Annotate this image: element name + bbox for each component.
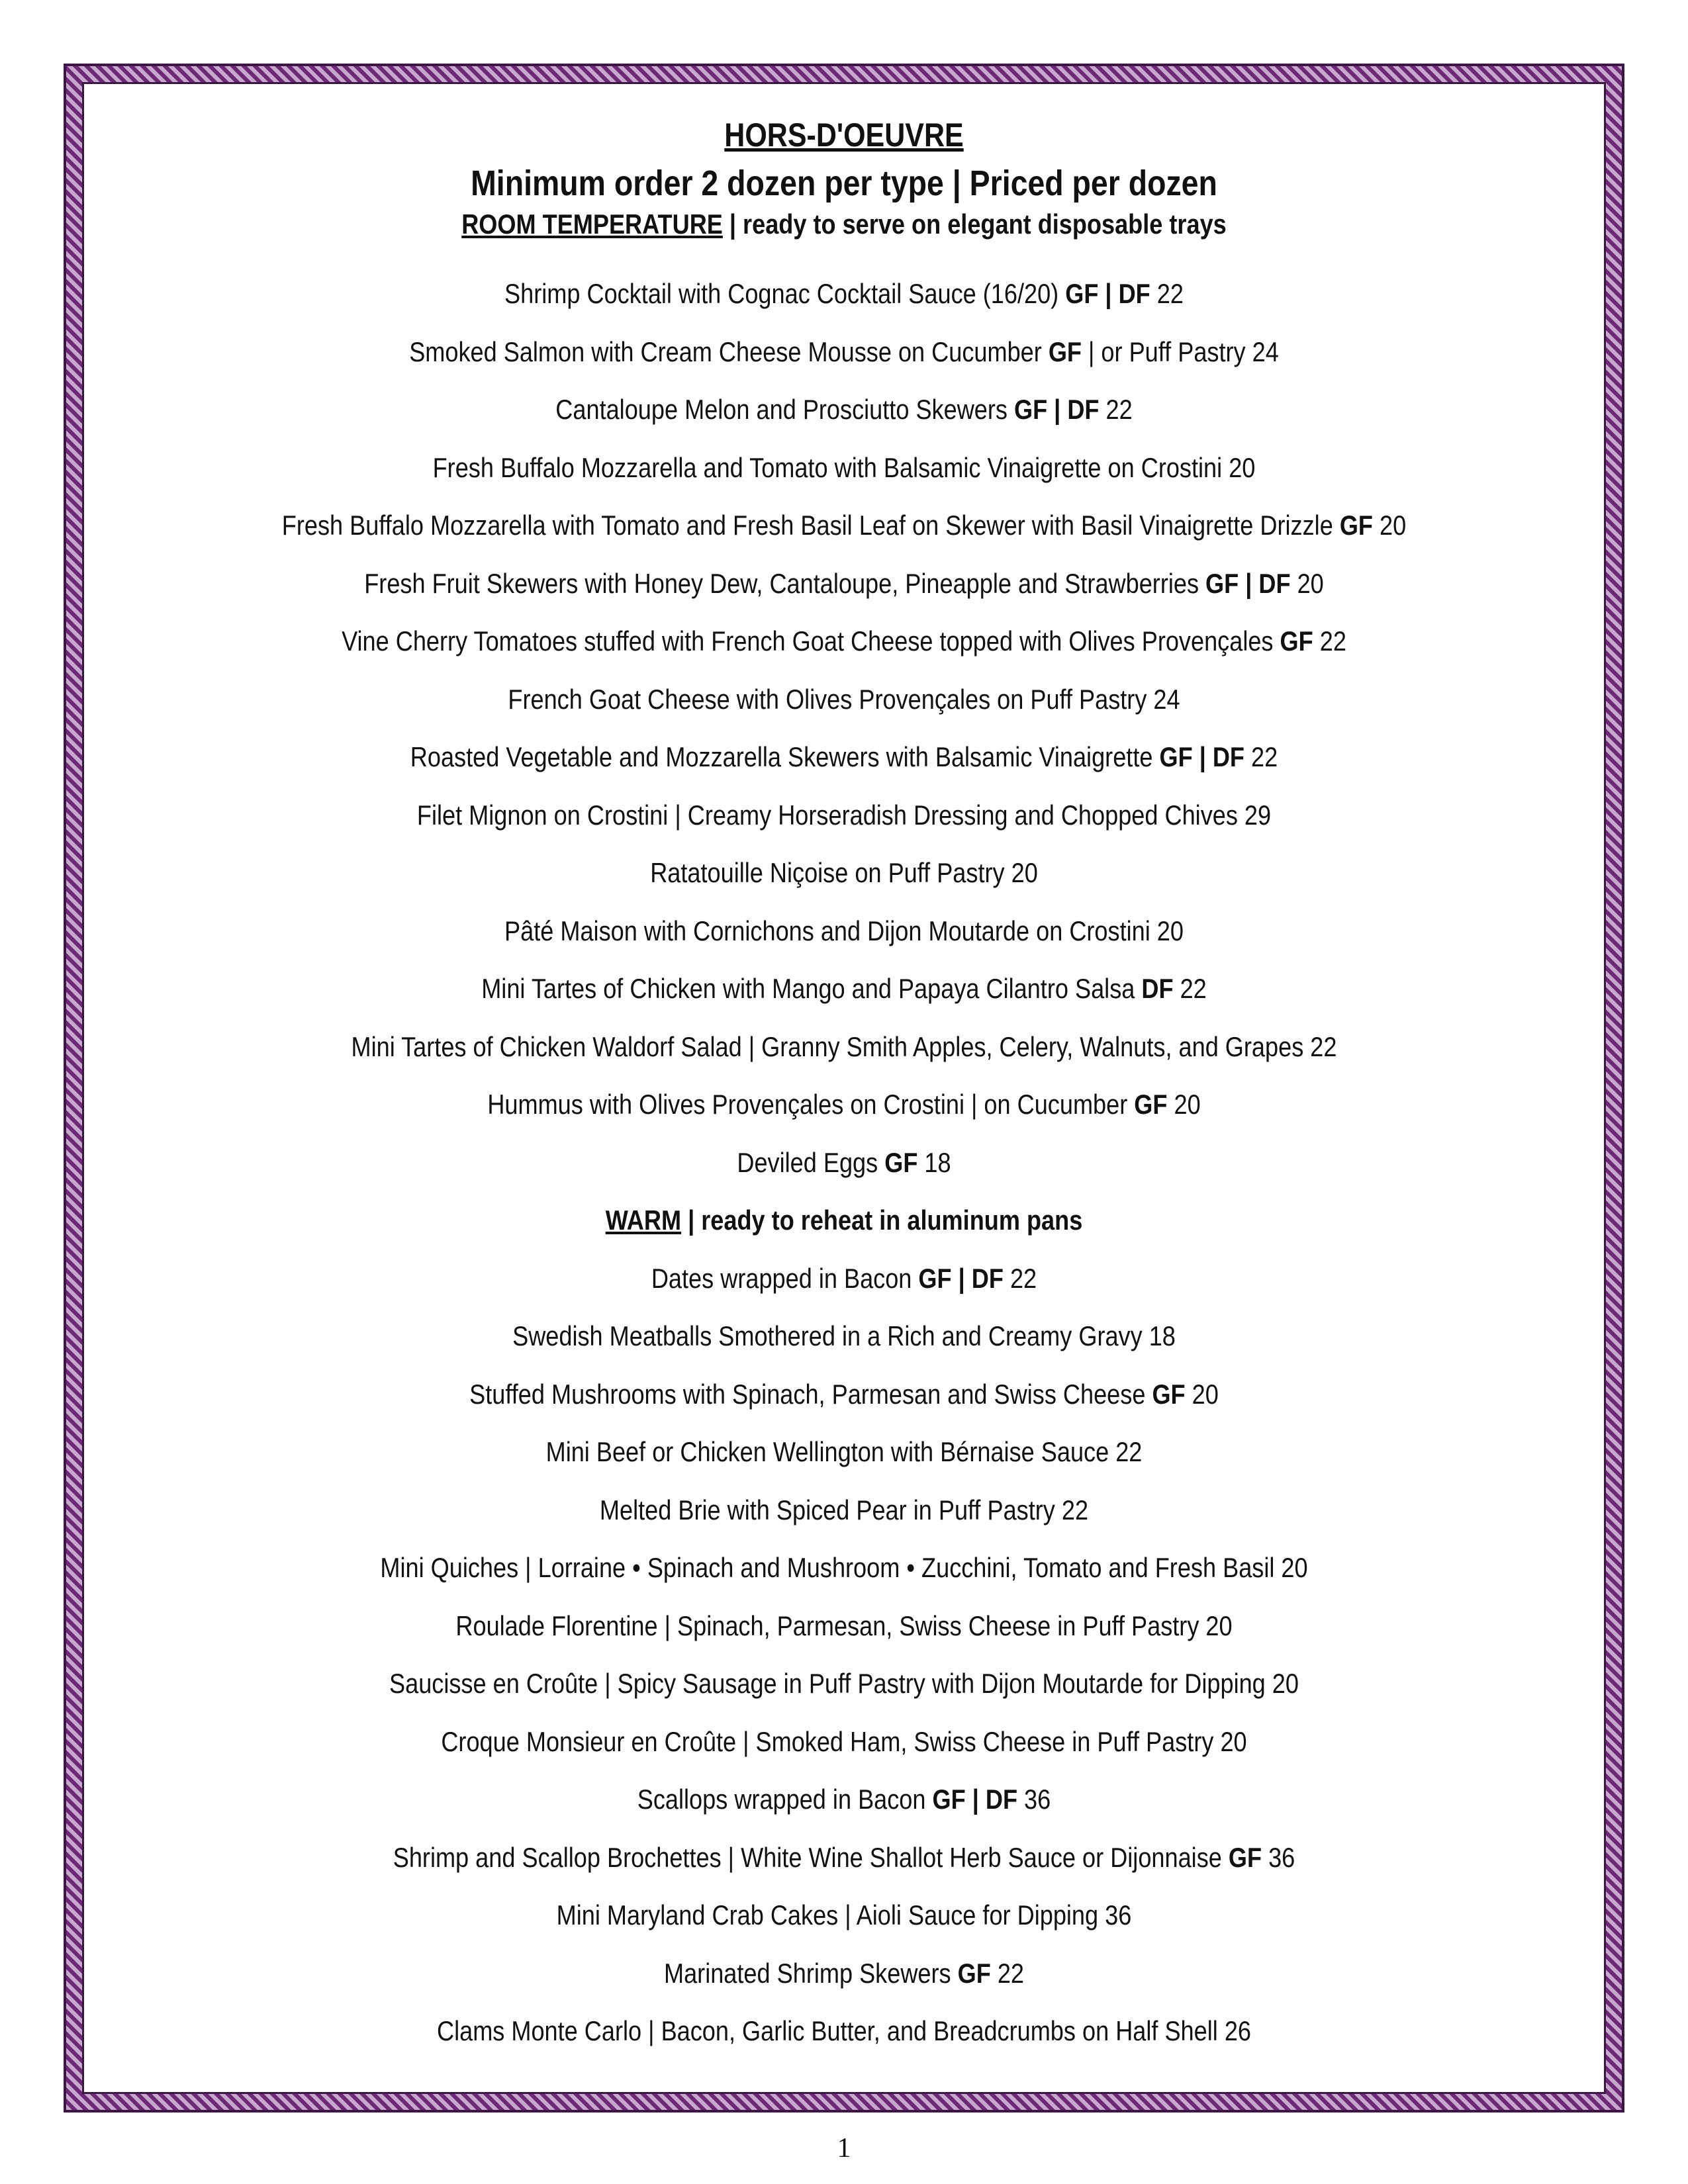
menu-item: Dates wrapped in Bacon GF | DF 22 — [651, 1262, 1037, 1294]
menu-item: Scallops wrapped in Bacon GF | DF 36 — [637, 1784, 1051, 1815]
order-subtitle: Minimum order 2 dozen per type | Priced per dozen — [471, 163, 1217, 203]
menu-item: Pâté Maison with Cornichons and Dijon Moutarde on Crostini 20 — [504, 915, 1184, 946]
menu-item: Mini Beef or Chicken Wellington with Bérnaise Sauce 22 — [545, 1436, 1143, 1467]
menu-item: Roasted Vegetable and Mozzarella Skewers with Balsamic Vinaigrette GF | DF 22 — [410, 741, 1278, 772]
menu-item: Fresh Buffalo Mozzarella and Tomato with Balsamic Vinaigrette on Crostini 20 — [432, 451, 1256, 483]
menu-item: Swedish Meatballs Smothered in a Rich and Creamy Gravy 18 — [512, 1320, 1176, 1351]
menu-item: Clams Monte Carlo | Bacon, Garlic Butter, and Breadcrumbs on Half Shell 26 — [436, 2015, 1252, 2046]
warm-items-list — [189, 1250, 1499, 2060]
menu-item: French Goat Cheese with Olives Provençales on Puff Pastry 24 — [508, 683, 1180, 715]
menu-item: Croque Monsieur en Croûte | Smoked Ham, Swiss Cheese in Puff Pastry 20 — [441, 1725, 1247, 1757]
menu-item: Mini Tartes of Chicken Waldorf Salad | Granny Smith Apples, Celery, Walnuts, and Grapes 22 — [351, 1030, 1337, 1062]
menu-content — [189, 109, 1499, 2060]
menu-item: Smoked Salmon with Cream Cheese Mousse on Cucumber GF | or Puff Pastry 24 — [409, 336, 1279, 367]
page-number: 1 — [837, 2133, 851, 2163]
menu-item: Deviled Eggs GF 18 — [737, 1146, 951, 1178]
menu-item: Ratatouille Niçoise on Puff Pastry 20 — [650, 857, 1038, 888]
menu-item: Saucisse en Croûte | Spicy Sausage in Puff Pastry with Dijon Moutarde for Dipping 20 — [389, 1668, 1299, 1699]
menu-item: Roulade Florentine | Spinach, Parmesan, Swiss Cheese in Puff Pastry 20 — [455, 1610, 1233, 1641]
menu-item: Marinated Shrimp Skewers GF 22 — [663, 1957, 1025, 1989]
room-temperature-heading — [189, 205, 1499, 244]
menu-item: Hummus with Olives Provençales on Crostini | on Cucumber GF 20 — [487, 1089, 1201, 1120]
room-items-list — [189, 265, 1499, 1191]
menu-item: Mini Quiches | Lorraine • Spinach and Mushroom • Zucchini, Tomato and Fresh Basil 20 — [380, 1552, 1308, 1583]
menu-item: Melted Brie with Spiced Pear in Puff Pastry 22 — [599, 1494, 1089, 1525]
decorative-border — [64, 64, 1624, 2163]
menu-item: Shrimp Cocktail with Cognac Cocktail Sauce (16/20) GF | DF 22 — [504, 278, 1184, 309]
menu-item: Mini Maryland Crab Cakes | Aioli Sauce for Dipping 36 — [556, 1899, 1132, 1931]
menu-item: Filet Mignon on Crostini | Creamy Horseradish Dressing and Chopped Chives 29 — [416, 799, 1272, 831]
room-temperature-desc: | ready to serve on elegant disposable trays — [722, 208, 1227, 240]
menu-item: Stuffed Mushrooms with Spinach, Parmesan and Swiss Cheese GF 20 — [469, 1378, 1219, 1410]
warm-desc: | ready to reheat in aluminum pans — [681, 1205, 1083, 1236]
menu-item: Shrimp and Scallop Brochettes | White Wine Shallot Herb Sauce or Dijonnaise GF 36 — [393, 1841, 1295, 1873]
menu-item: Cantaloupe Melon and Prosciutto Skewers GF | DF 22 — [555, 394, 1133, 425]
menu-item: Vine Cherry Tomatoes stuffed with French Goat Cheese topped with Olives Provençales GF 22 — [342, 625, 1346, 657]
menu-item: Fresh Fruit Skewers with Honey Dew, Cantaloupe, Pineapple and Strawberries GF | DF 20 — [364, 567, 1324, 599]
page-title: HORS-D'OEUVRE — [724, 116, 964, 154]
room-temperature-label: ROOM TEMPERATURE — [461, 208, 723, 240]
warm-label: WARM — [605, 1205, 682, 1236]
warm-heading — [189, 1191, 1499, 1250]
menu-item: Fresh Buffalo Mozzarella with Tomato and Fresh Basil Leaf on Skewer with Basil Vinaigrette Drizzle GF 20 — [281, 510, 1407, 541]
menu-item: Mini Tartes of Chicken with Mango and Papaya Cilantro Salsa DF 22 — [481, 973, 1207, 1004]
